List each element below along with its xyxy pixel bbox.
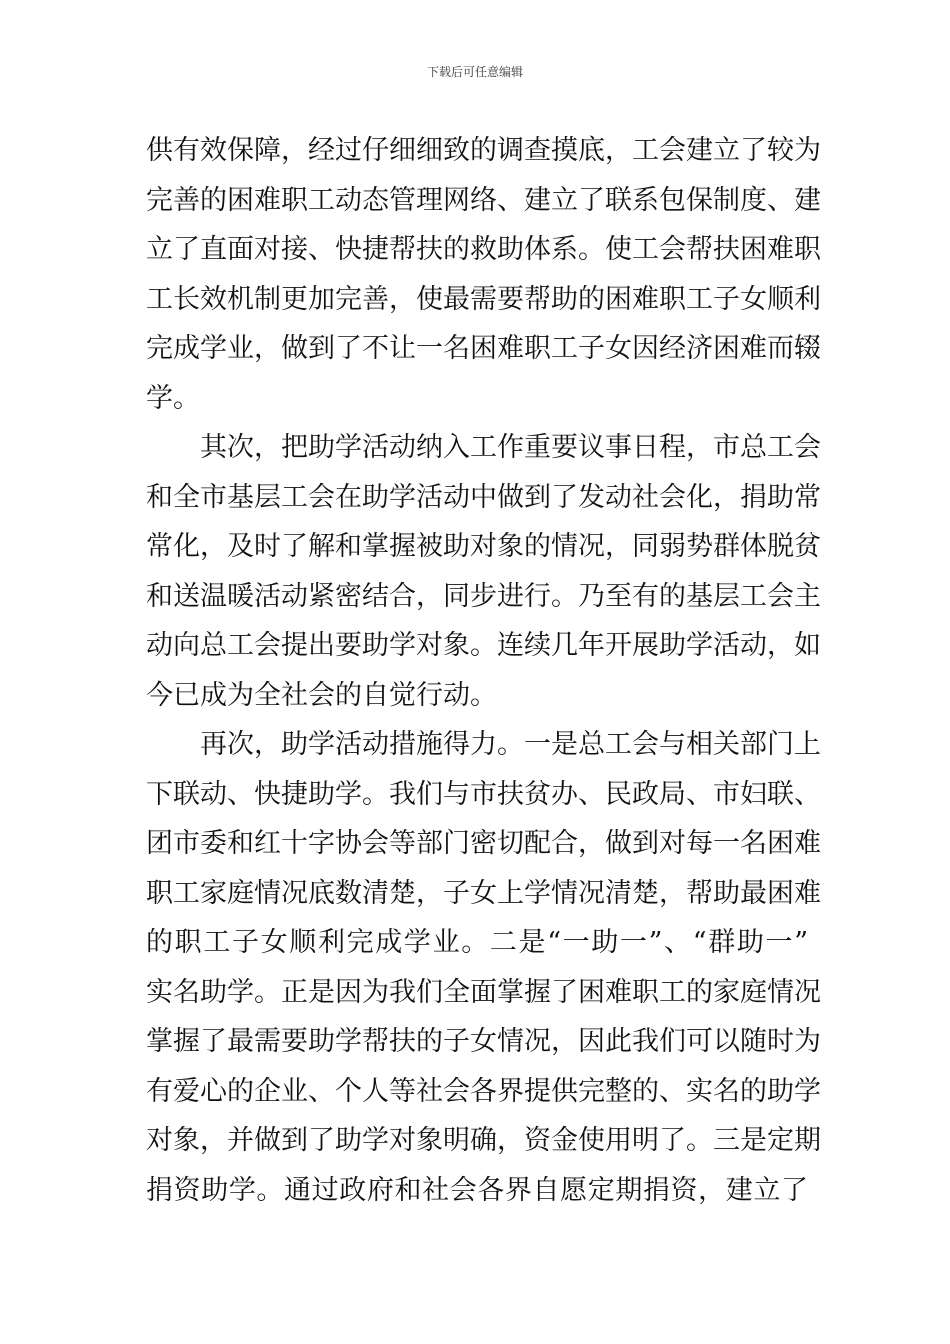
text-line: 立了直面对接、快捷帮扶的救助体系。使工会帮扶困难职 (146, 234, 821, 265)
text-line: 实名助学。正是因为我们全面掌握了困难职工的家庭情况 (146, 976, 821, 1008)
text-line: 下联动、快捷助学。我们与市扶贫办、民政局、市妇联、 (146, 778, 821, 810)
text-line: 常化，及时了解和掌握被助对象的情况，同弱势群体脱贫 (146, 531, 821, 562)
text-line: 和全市基层工会在助学活动中做到了发动社会化，捐助常 (146, 481, 821, 513)
document-body (146, 126, 821, 1215)
text-line: 其次，把助学活动纳入工作重要议事日程，市总工会 (200, 432, 821, 463)
text-line: 动向总工会提出要助学对象。连续几年开展助学活动，如 (146, 630, 821, 661)
text-line: 的职工子女顺利完成学业。二是“一助一”、“群助一” (146, 927, 808, 958)
page-header: 下载后可任意编辑 (426, 65, 523, 79)
text-line: 有爱心的企业、个人等社会各界提供完整的、实名的助学 (146, 1075, 821, 1107)
text-line: 学。 (146, 382, 200, 414)
text-line: 再次，助学活动措施得力。一是总工会与相关部门上 (200, 729, 821, 760)
text-line: 工长效机制更加完善，使最需要帮助的困难职工子女顺利 (146, 283, 821, 315)
paragraph-1 (146, 126, 821, 423)
text-line: 完成学业，做到了不让一名困难职工子女因经济困难而辍 (146, 333, 821, 364)
text-line: 掌握了最需要助学帮扶的子女情况，因此我们可以随时为 (146, 1026, 821, 1057)
text-line: 今已成为全社会的自觉行动。 (146, 679, 497, 711)
text-line: 完善的困难职工动态管理网络、建立了联系包保制度、建 (146, 184, 821, 216)
paragraph-2 (146, 423, 821, 720)
paragraph-3 (146, 720, 821, 1215)
text-line: 和送温暖活动紧密结合，同步进行。乃至有的基层工会主 (146, 580, 821, 612)
text-line: 捐资助学。通过政府和社会各界自愿定期捐资，建立了 (146, 1174, 808, 1206)
text-line: 职工家庭情况底数清楚，子女上学情况清楚，帮助最困难 (146, 877, 821, 909)
text-line: 团市委和红十字协会等部门密切配合，做到对每一名困难 (146, 828, 821, 859)
text-line: 对象，并做到了助学对象明确，资金使用明了。三是定期 (146, 1125, 821, 1156)
text-line: 供有效保障，经过仔细细致的调查摸底，工会建立了较为 (146, 135, 821, 166)
